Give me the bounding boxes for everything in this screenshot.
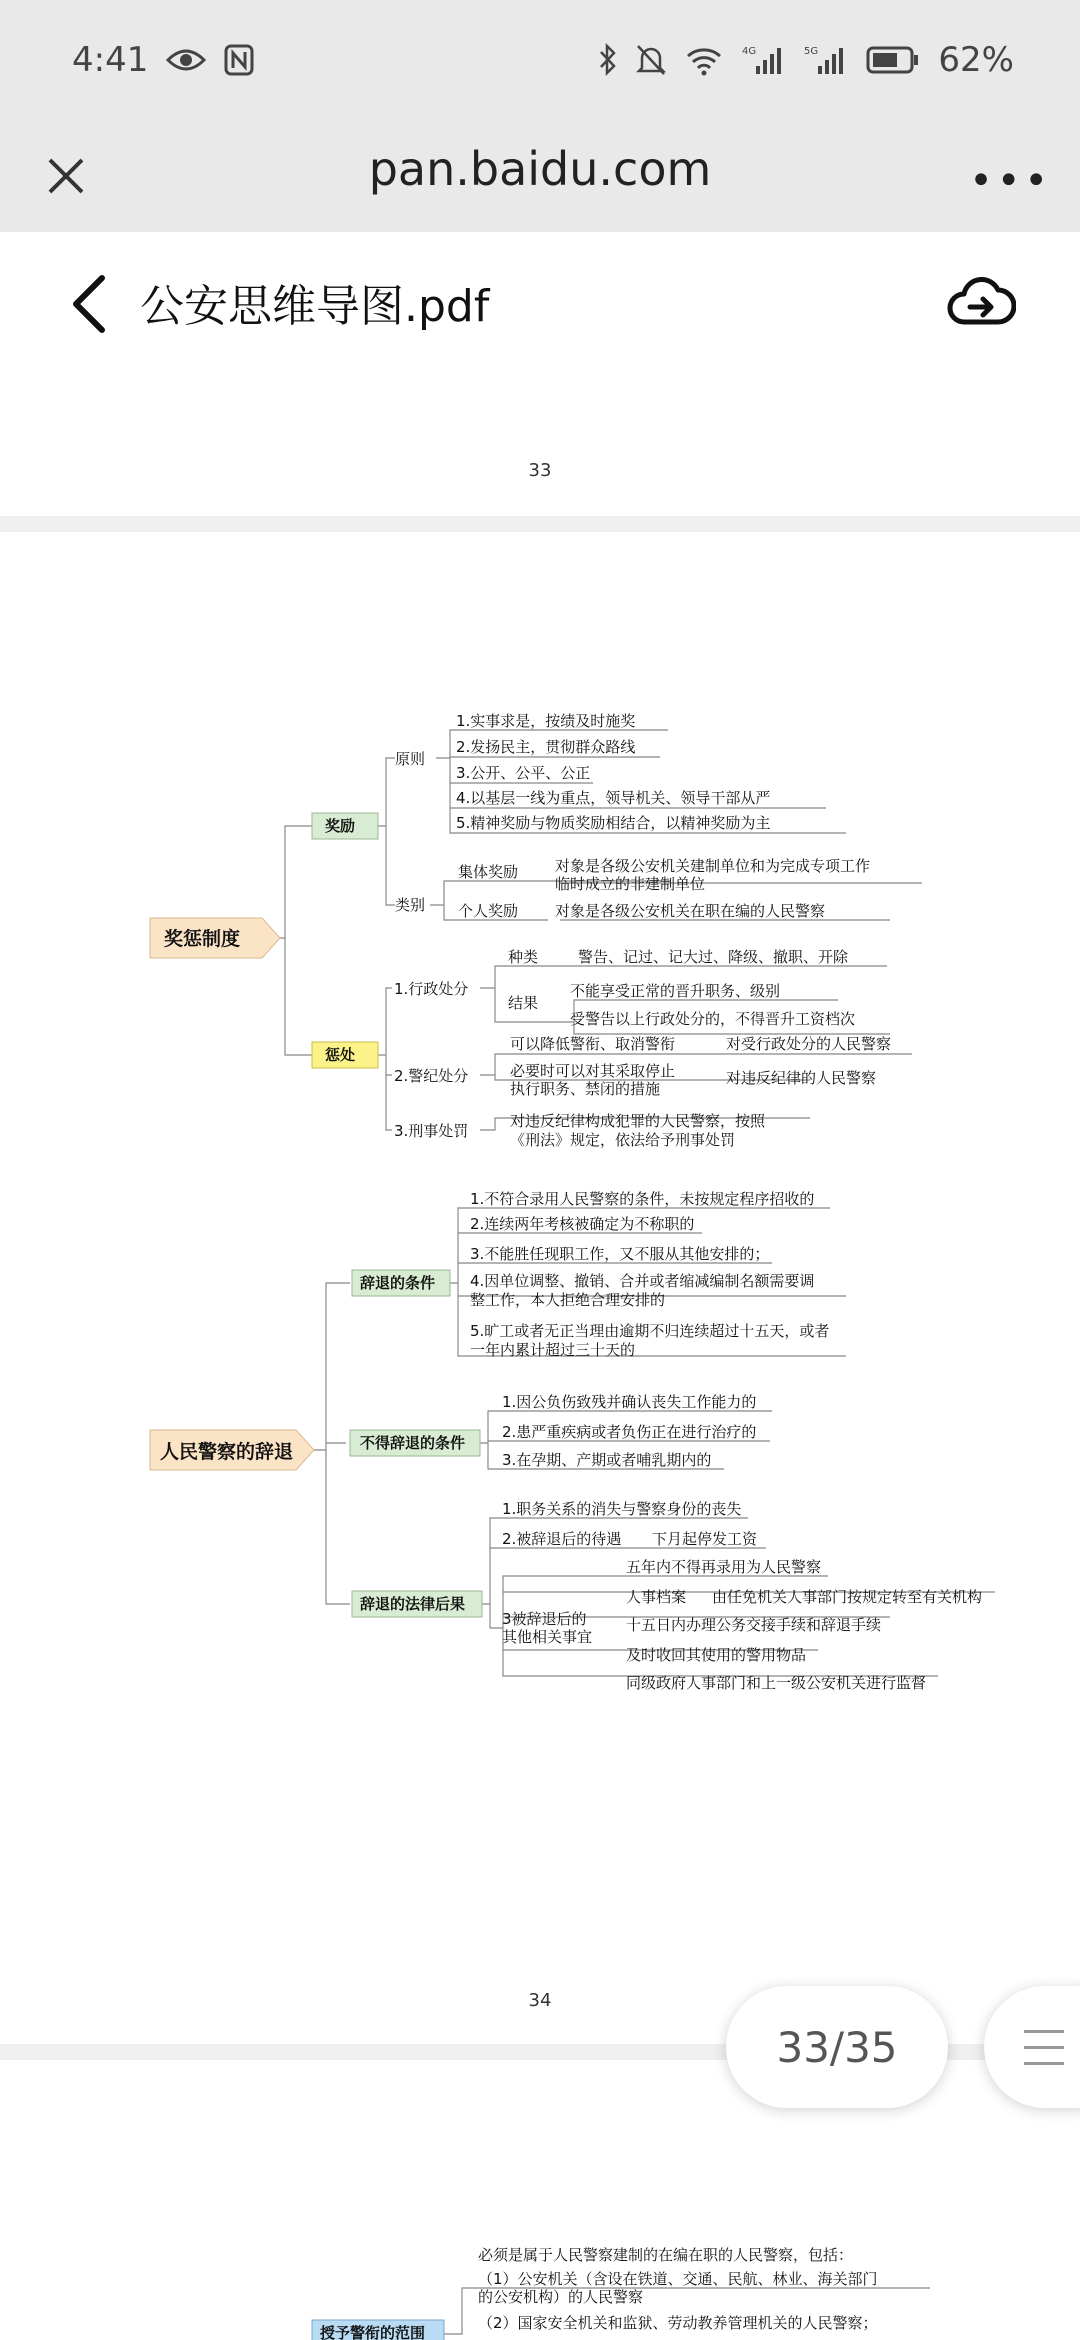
svg-text:1.职务关系的消失与警察身份的丧失: 1.职务关系的消失与警察身份的丧失 bbox=[502, 1500, 742, 1518]
svg-text:受警告以上行政处分的，不得晋升工资档次: 受警告以上行政处分的，不得晋升工资档次 bbox=[570, 1010, 856, 1028]
svg-text:可以降低警衔、取消警衔: 可以降低警衔、取消警衔 bbox=[510, 1035, 676, 1053]
node-punish: 惩处 bbox=[325, 1046, 356, 1064]
signal-5g-icon bbox=[804, 44, 848, 76]
svg-text:1.因公负伤致残并确认丧失工作能力的: 1.因公负伤致残并确认丧失工作能力的 bbox=[502, 1393, 757, 1411]
page-number-33: 33 bbox=[528, 460, 552, 481]
svg-text:3被辞退后的: 3被辞退后的 bbox=[502, 1610, 587, 1628]
svg-text:3.在孕期、产期或者哺乳期内的: 3.在孕期、产期或者哺乳期内的 bbox=[502, 1451, 712, 1469]
svg-text:临时成立的非建制单位: 临时成立的非建制单位 bbox=[555, 875, 706, 893]
bluetooth-icon bbox=[598, 43, 618, 77]
svg-text:4.因单位调整、撤销、合并或者缩减编制名额需要调: 4.因单位调整、撤销、合并或者缩减编制名额需要调 bbox=[470, 1272, 815, 1290]
principle-item: 4.以基层一线为重点，领导机关、领导干部从严 bbox=[456, 789, 771, 807]
page-indicator[interactable]: 33/35 bbox=[726, 1986, 948, 2108]
page-number-34: 34 bbox=[528, 1990, 552, 2011]
document-header bbox=[0, 232, 1080, 368]
svg-text:警告、记过、记大过、降级、撤职、开除: 警告、记过、记大过、降级、撤职、开除 bbox=[578, 948, 849, 966]
svg-text:奖惩制度: 奖惩制度 bbox=[164, 928, 241, 950]
svg-text:种类: 种类 bbox=[508, 948, 539, 966]
node-principle: 原则 bbox=[395, 750, 426, 768]
svg-text:5G: 5G bbox=[804, 46, 819, 57]
svg-text:人事档案: 人事档案 bbox=[626, 1588, 687, 1606]
svg-text:五年内不得再录用为人民警察: 五年内不得再录用为人民警察 bbox=[626, 1558, 822, 1576]
principle-item: 3.公开、公平、公正 bbox=[456, 764, 591, 782]
node-rank-scope: 授予警衔的范围 bbox=[320, 2324, 426, 2340]
svg-text:执行职务、禁闭的措施: 执行职务、禁闭的措施 bbox=[510, 1080, 661, 1098]
wifi-icon bbox=[684, 44, 724, 76]
eye-icon bbox=[166, 46, 206, 74]
node-no-dismiss: 不得辞退的条件 bbox=[360, 1434, 466, 1452]
svg-text:1.不符合录用人民警察的条件，未按规定程序招收的: 1.不符合录用人民警察的条件，未按规定程序招收的 bbox=[470, 1190, 815, 1208]
svg-text:不能享受正常的晋升职务、级别: 不能享受正常的晋升职务、级别 bbox=[570, 982, 781, 1000]
node-discipline: 2.警纪处分 bbox=[394, 1067, 469, 1085]
svg-text:2.患严重疾病或者负伤正在进行治疗的: 2.患严重疾病或者负伤正在进行治疗的 bbox=[502, 1423, 757, 1441]
battery-percent: 62% bbox=[938, 40, 1014, 80]
browser-bar bbox=[0, 120, 1080, 232]
svg-text:5.旷工或者无正当理由逾期不归连续超过十五天，或者: 5.旷工或者无正当理由逾期不归连续超过十五天，或者 bbox=[470, 1322, 830, 1340]
url-text[interactable]: pan.baidu.com bbox=[368, 142, 712, 196]
svg-text:（1）公安机关（含设在铁道、交通、民航、林业、海关部门: （1）公安机关（含设在铁道、交通、民航、林业、海关部门 bbox=[478, 2270, 878, 2288]
node-admin: 1.行政处分 bbox=[394, 980, 469, 998]
signal-4g-icon bbox=[742, 44, 786, 76]
svg-text:《刑法》规定，依法给予刑事处罚: 《刑法》规定，依法给予刑事处罚 bbox=[510, 1131, 736, 1149]
principle-item: 2.发扬民主，贯彻群众路线 bbox=[456, 738, 636, 756]
node-criminal: 3.刑事处罚 bbox=[394, 1122, 469, 1140]
svg-text:结果: 结果 bbox=[508, 994, 539, 1012]
svg-text:2.被辞退后的待遇: 2.被辞退后的待遇 bbox=[502, 1530, 622, 1548]
clock: 4:41 bbox=[72, 40, 149, 80]
nfc-icon bbox=[224, 44, 254, 76]
battery-icon bbox=[866, 45, 920, 75]
svg-text:同级政府人事部门和上一级公安机关进行监督: 同级政府人事部门和上一级公安机关进行监督 bbox=[626, 1674, 927, 1692]
principle-item: 1.实事求是，按绩及时施奖 bbox=[456, 712, 636, 730]
node-dismiss-cond: 辞退的条件 bbox=[360, 1274, 436, 1292]
node-reward: 奖励 bbox=[325, 817, 356, 835]
back-arrow-icon[interactable] bbox=[64, 272, 114, 336]
svg-text:的公安机构）的人民警察: 的公安机构）的人民警察 bbox=[478, 2288, 644, 2306]
svg-text:一年内累计超过三十天的: 一年内累计超过三十天的 bbox=[470, 1341, 636, 1359]
svg-text:整工作，本人拒绝合理安排的: 整工作，本人拒绝合理安排的 bbox=[470, 1291, 666, 1309]
svg-text:对象是各级公安机关建制单位和为完成专项工作: 对象是各级公安机关建制单位和为完成专项工作 bbox=[555, 857, 871, 875]
svg-text:及时收回其使用的警用物品: 及时收回其使用的警用物品 bbox=[626, 1646, 807, 1664]
svg-text:必须是属于人民警察建制的在编在职的人民警察，包括：: 必须是属于人民警察建制的在编在职的人民警察，包括： bbox=[478, 2246, 854, 2264]
svg-text:对受行政处分的人民警察: 对受行政处分的人民警察 bbox=[726, 1035, 892, 1053]
svg-text:对违反纪律构成犯罪的人民警察，按照: 对违反纪律构成犯罪的人民警察，按照 bbox=[510, 1112, 766, 1130]
principle-item: 5.精神奖励与物质奖励相结合，以精神奖励为主 bbox=[456, 814, 771, 832]
svg-text:下月起停发工资: 下月起停发工资 bbox=[652, 1530, 758, 1548]
svg-text:必要时可以对其采取停止: 必要时可以对其采取停止 bbox=[510, 1062, 676, 1080]
svg-text:4G: 4G bbox=[742, 46, 757, 57]
mindmap-root-reward bbox=[150, 918, 280, 958]
more-options-icon[interactable]: ••• bbox=[969, 158, 1052, 204]
svg-text:（2）国家安全机关和监狱、劳动教养管理机关的人民警察；: （2）国家安全机关和监狱、劳动教养管理机关的人民警察； bbox=[478, 2314, 878, 2332]
svg-text:人民警察的辞退: 人民警察的辞退 bbox=[160, 1441, 294, 1463]
node-category: 类别 bbox=[395, 896, 426, 914]
svg-text:对象是各级公安机关在职在编的人民警察: 对象是各级公安机关在职在编的人民警察 bbox=[555, 902, 826, 920]
svg-text:十五日内办理公务交接手续和辞退手续: 十五日内办理公务交接手续和辞退手续 bbox=[626, 1616, 882, 1634]
svg-text:3.不能胜任现职工作，又不服从其他安排的；: 3.不能胜任现职工作，又不服从其他安排的； bbox=[470, 1245, 770, 1263]
document-title: 公安思维导图.pdf bbox=[140, 281, 490, 332]
svg-text:其他相关事宜: 其他相关事宜 bbox=[502, 1628, 593, 1646]
mute-icon bbox=[636, 44, 666, 76]
status-bar bbox=[0, 0, 1080, 120]
node-consequence: 辞退的法律后果 bbox=[360, 1595, 466, 1613]
cloud-save-icon[interactable] bbox=[946, 272, 1016, 334]
svg-text:由任免机关人事部门按规定转至有关机构: 由任免机关人事部门按规定转至有关机构 bbox=[712, 1588, 983, 1606]
svg-text:对违反纪律的人民警察: 对违反纪律的人民警察 bbox=[726, 1069, 877, 1087]
node-collective: 集体奖励 bbox=[458, 863, 519, 881]
svg-text:2.连续两年考核被确定为不称职的: 2.连续两年考核被确定为不称职的 bbox=[470, 1215, 695, 1233]
node-individual: 个人奖励 bbox=[458, 902, 519, 920]
mindmap-root-dismiss bbox=[150, 1430, 314, 1470]
